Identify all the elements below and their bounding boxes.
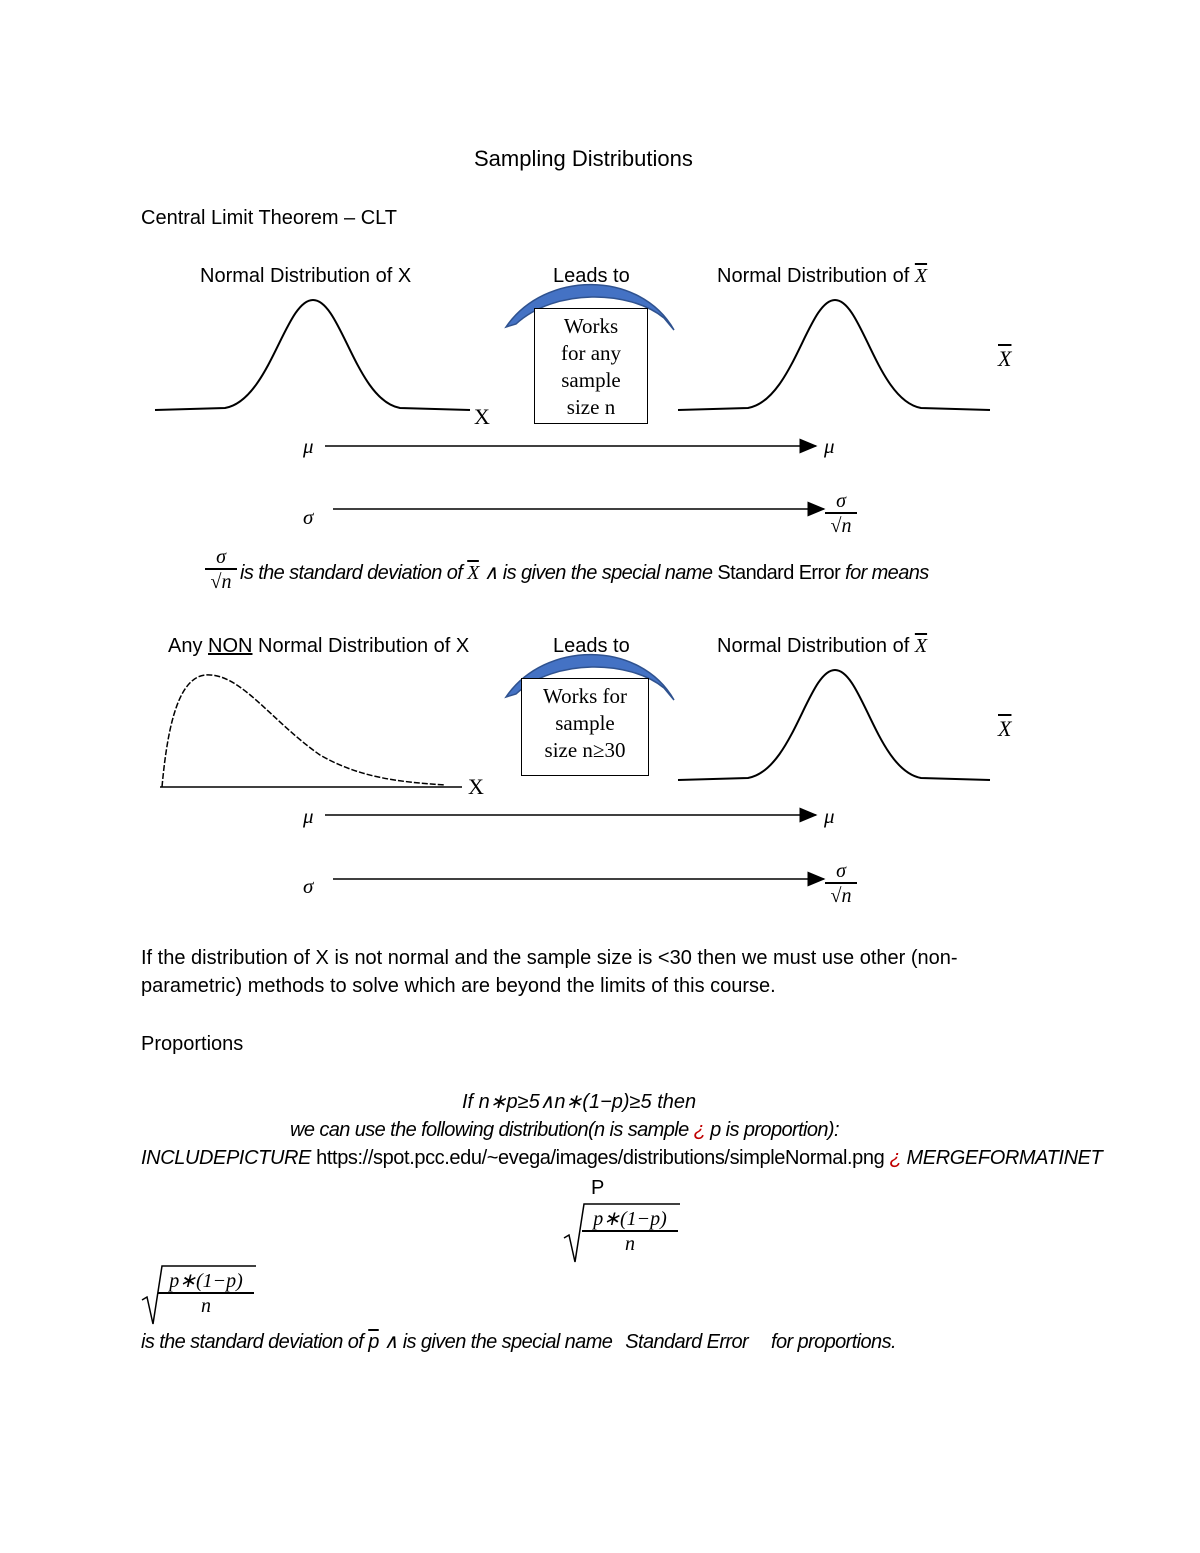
prop-line2-a: we can use the following distribution(n is sample (290, 1119, 689, 1141)
se-means-text-a: is the standard deviation of (240, 562, 463, 584)
s1-box-line: sample (561, 368, 621, 392)
se-means-xbar: $\overline{X}$ (467, 562, 479, 584)
s2-x-axis-label: X (468, 774, 484, 799)
normal-curve-x (155, 300, 470, 410)
s2-left-label (168, 635, 469, 658)
prop-includepicture-line (141, 1147, 1102, 1170)
prop-sqrt-frac (582, 1208, 678, 1256)
se-prop-name: Standard Error (625, 1331, 749, 1353)
prop-line3-b: MERGEFORMATINET (906, 1147, 1103, 1169)
se-prop-sentence (141, 1329, 896, 1354)
se-prop-text-a: is the standard deviation of (141, 1331, 364, 1353)
s1-right-label-text: Normal Distribution of (717, 265, 910, 287)
s2-frac-den: √n (830, 885, 852, 907)
prop-sqrt-num: p∗(1−p) (593, 1208, 667, 1230)
s1-right-label (717, 265, 927, 288)
se-means-frac-den: √n (210, 571, 232, 593)
s1-left-label: Normal Distribution of X (200, 265, 412, 287)
prop-sqrt-den: n (625, 1233, 635, 1255)
s2-right-label (717, 635, 927, 658)
s1-mu-left: μ (303, 434, 314, 458)
prop-p-label: P (591, 1177, 605, 1199)
s1-frac-num: σ (836, 490, 846, 512)
s1-mu-right: μ (824, 434, 835, 458)
s1-x-axis-label: X (474, 404, 490, 429)
s2-left-label-prefix: Any (168, 635, 203, 657)
prop-line3-mark: ¿ (889, 1147, 902, 1169)
s2-sigma-left: σ (303, 874, 314, 898)
s2-frac-num: σ (836, 860, 846, 882)
se-prop-sqrt-den: n (201, 1295, 211, 1317)
s2-left-label-non: NON (208, 635, 253, 657)
normal-curve-xbar-2 (678, 670, 990, 780)
s2-works-box (521, 678, 649, 776)
s2-right-label-xbar: $\overline{X}$ (914, 635, 928, 657)
s1-sigma-left: σ (303, 505, 314, 529)
s1-leads-to: Leads to (553, 265, 630, 287)
se-means-frac-num: σ (216, 546, 226, 568)
prop-line2-b: p is proportion): (710, 1119, 839, 1141)
normal-curve-xbar (678, 300, 990, 410)
se-means-name: Standard Error (717, 562, 841, 584)
s2-xbar-axis-label: $\overline{X}$ (998, 716, 1012, 741)
se-means-frac (205, 546, 237, 594)
s1-box-line: size n (566, 395, 616, 419)
se-prop-sqrt-frac (158, 1270, 254, 1318)
clt-heading: Central Limit Theorem – CLT (141, 207, 398, 229)
skewed-curve-x (162, 675, 445, 787)
s2-box-line: size n≥30 (544, 738, 626, 762)
se-means-text-b: ∧ is given the special name (483, 562, 713, 584)
se-prop-pbar: $\overline{p}$ (368, 1331, 379, 1353)
s2-right-label-text: Normal Distribution of (717, 635, 910, 657)
se-means-text-c: for means (845, 562, 929, 584)
se-prop-text-b: ∧ is given the special name (383, 1331, 613, 1353)
s1-xbar-axis-label: $\overline{X}$ (998, 346, 1012, 371)
s2-left-label-suffix: Normal Distribution of X (258, 635, 470, 657)
s1-box-line: Works (563, 314, 619, 338)
s1-frac-den: √n (830, 515, 852, 537)
se-prop-sqrt-num: p∗(1−p) (169, 1270, 243, 1292)
se-means-sentence (240, 560, 929, 585)
page-title: Sampling Distributions (474, 146, 693, 171)
s2-box-line: sample (555, 711, 615, 735)
paragraph-line: If the distribution of X is not normal and the sample size is <30 then we must use other (non- (141, 947, 958, 969)
s1-box-line: for any (560, 341, 622, 365)
s1-right-label-xbar: $\overline{X}$ (914, 265, 928, 287)
prop-line3-url: https://spot.pcc.edu/~evega/images/distributions/simpleNormal.png (316, 1147, 885, 1169)
prop-condition-line: If n∗p≥5∧n∗(1−p)≥5 then (462, 1091, 697, 1113)
s2-leads-to: Leads to (553, 635, 630, 657)
paragraph-line: parametric) methods to solve which are beyond the limits of this course. (141, 975, 776, 997)
s1-works-box (534, 308, 648, 424)
prop-line3-a: INCLUDEPICTURE (141, 1147, 311, 1169)
s2-sigma-over-sqrt-n (825, 860, 857, 908)
s2-mu-left: μ (303, 804, 314, 828)
se-prop-text-c: for proportions. (771, 1331, 896, 1353)
s1-sigma-over-sqrt-n (825, 490, 857, 538)
s2-mu-right: μ (824, 804, 835, 828)
proportions-heading: Proportions (141, 1033, 244, 1055)
prop-line2-mark: ¿ (693, 1119, 706, 1141)
prop-distribution-line (290, 1119, 839, 1142)
s2-box-line: Works for (542, 684, 628, 708)
